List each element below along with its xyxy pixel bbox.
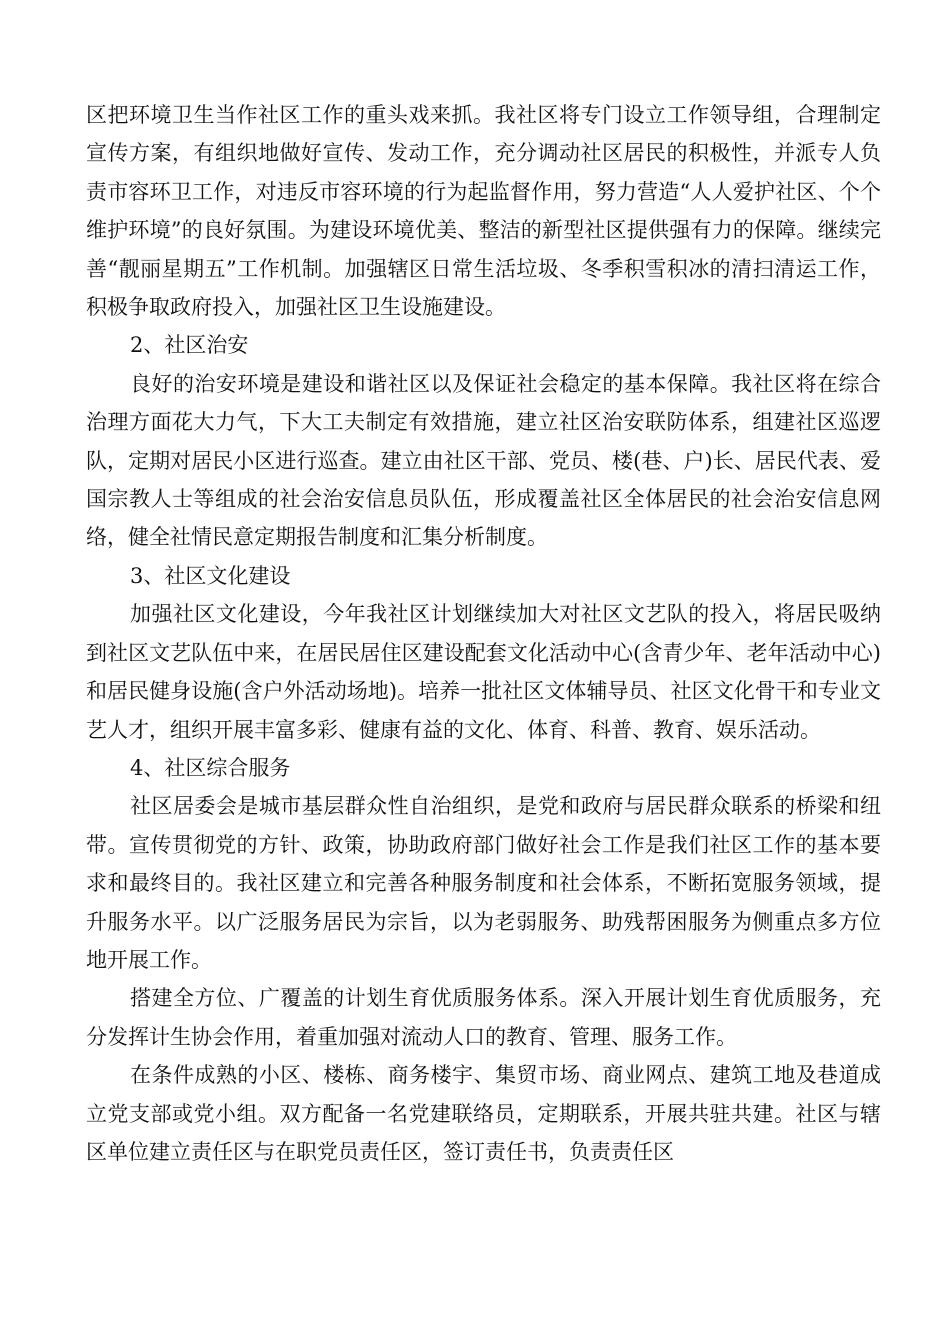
section-heading-comprehensive-service: 4、社区综合服务 bbox=[130, 755, 291, 780]
section-heading-public-security: 2、社区治安 bbox=[130, 333, 249, 358]
paragraph-comprehensive-service: 社区居委会是城市基层群众性自治组织，是党和政府与居民群众联系的桥梁和纽带。宣传贯彻党的方针、政策，协助政府部门做好社会工作是我们社区工作的基本要求和最终目的。我社区建立和完善各种服务制度和社会体系，不断拓宽服务领域，提升服务水平。以广泛服务居民为宗旨，以为老弱服务、助残帮困服务为侧重点多方位地开展工作。 bbox=[86, 794, 881, 972]
document-page bbox=[86, 96, 881, 1171]
paragraph-party-building: 在条件成熟的小区、楼栋、商务楼宇、集贸市场、商业网点、建筑工地及巷道成立党支部或党小组。双方配备一名党建联络员，定期联系，开展共驻共建。社区与辖区单位建立责任区与在职党员责任区，签订责任书，负责责任区 bbox=[86, 1063, 881, 1164]
paragraph-family-planning: 搭建全方位、广覆盖的计划生育优质服务体系。深入开展计划生育优质服务，充分发挥计生协会作用，着重加强对流动人口的教育、管理、服务工作。 bbox=[86, 986, 881, 1049]
paragraph-culture: 加强社区文化建设，今年我社区计划继续加大对社区文艺队的投入，将居民吸纳到社区文艺队伍中来，在居民居住区建设配套文化活动中心(含青少年、老年活动中心)和居民健身设施(含户外活动场地)。培养一批社区文体辅导员、社区文化骨干和专业文艺人才，组织开展丰富多彩、健康有益的文化、体育、科普、教育、娱乐活动。 bbox=[86, 602, 881, 742]
section-heading-culture: 3、社区文化建设 bbox=[130, 563, 291, 588]
paragraph-environment-continued: 区把环境卫生当作社区工作的重头戏来抓。我社区将专门设立工作领导组，合理制定宣传方案，有组织地做好宣传、发动工作，充分调动社区居民的积极性，并派专人负责市容环卫工作，对违反市容环境的行为起监督作用，努力营造“人人爱护社区、个个维护环境”的良好氛围。为建设环境优美、整洁的新型社区提供强有力的保障。继续完善“靓丽星期五”工作机制。加强辖区日常生活垃圾、冬季积雪积冰的清扫清运工作，积极争取政府投入，加强社区卫生设施建设。 bbox=[86, 103, 881, 320]
paragraph-public-security: 良好的治安环境是建设和谐社区以及保证社会稳定的基本保障。我社区将在综合治理方面花大力气，下大工夫制定有效措施，建立社区治安联防体系，组建社区巡逻队，定期对居民小区进行巡查。建立由社区干部、党员、楼(巷、户)长、居民代表、爱国宗教人士等组成的社会治安信息员队伍，形成覆盖社区全体居民的社会治安信息网络，健全社情民意定期报告制度和汇集分析制度。 bbox=[86, 371, 881, 550]
